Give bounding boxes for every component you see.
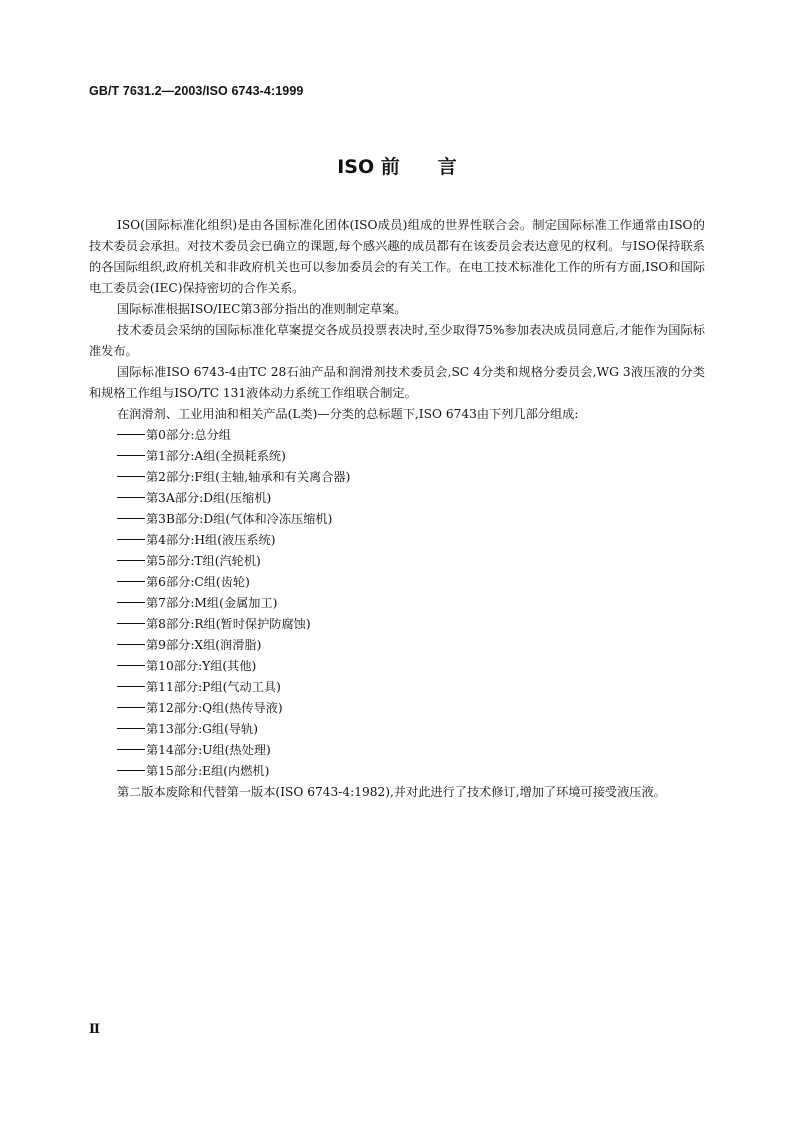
em-dash bbox=[117, 434, 145, 436]
list-item: 第4部分:H组(液压系统) bbox=[89, 530, 705, 551]
paragraph-parts-intro: 在润滑剂、工业用油和相关产品(L类)—分类的总标题下,ISO 6743由下列几部分组成: bbox=[117, 407, 579, 421]
paragraph-voting: 技术委员会采纳的国际标准化草案提交各成员投票表决时,至少取得75%参加表决成员同意后,才能作为国际标准发布。 bbox=[89, 323, 705, 358]
list-item: 第1部分:A组(全损耗系统) bbox=[89, 446, 705, 467]
em-dash bbox=[117, 665, 145, 667]
list-item: 第14部分:U组(热处理) bbox=[89, 740, 705, 761]
list-item: 第13部分:G组(导轨) bbox=[89, 719, 705, 740]
foreword-body bbox=[89, 215, 705, 803]
em-dash bbox=[117, 476, 145, 478]
list-item: 第3B部分:D组(气体和冷冻压缩机) bbox=[89, 509, 705, 530]
em-dash bbox=[117, 707, 145, 709]
list-item: 第15部分:E组(内燃机) bbox=[89, 761, 705, 782]
paragraph-committee: 国际标准ISO 6743-4由TC 28石油产品和润滑剂技术委员会,SC 4分类和规格分委员会,WG 3液压液的分类和规格工作组与ISO/TC 131液体动力系统工作组联合制定。 bbox=[89, 365, 705, 400]
em-dash bbox=[117, 728, 145, 730]
em-dash bbox=[117, 497, 145, 499]
paragraph-draft-rules: 国际标准根据ISO/IEC第3部分指出的准则制定草案。 bbox=[117, 302, 407, 316]
em-dash bbox=[117, 770, 145, 772]
standard-id-header: GB/T 7631.2—2003/ISO 6743-4:1999 bbox=[89, 84, 304, 98]
list-item: 第10部分:Y组(其他) bbox=[89, 656, 705, 677]
em-dash bbox=[117, 560, 145, 562]
list-item: 第12部分:Q组(热传导液) bbox=[89, 698, 705, 719]
parts-list bbox=[89, 425, 705, 782]
list-item: 第8部分:R组(暂时保护防腐蚀) bbox=[89, 614, 705, 635]
em-dash bbox=[117, 749, 145, 751]
list-item: 第3A部分:D组(压缩机) bbox=[89, 488, 705, 509]
page-number: Ⅱ bbox=[89, 1022, 100, 1037]
list-item: 第7部分:M组(金属加工) bbox=[89, 593, 705, 614]
em-dash bbox=[117, 455, 145, 457]
list-item: 第9部分:X组(润滑脂) bbox=[89, 635, 705, 656]
list-item: 第2部分:F组(主轴,轴承和有关离合器) bbox=[89, 467, 705, 488]
list-item: 第5部分:T组(汽轮机) bbox=[89, 551, 705, 572]
list-item: 第6部分:C组(齿轮) bbox=[89, 572, 705, 593]
em-dash bbox=[117, 518, 145, 520]
em-dash bbox=[117, 623, 145, 625]
list-item: 第0部分:总分组 bbox=[89, 425, 705, 446]
paragraph-revision: 第二版本废除和代替第一版本(ISO 6743-4:1982),并对此进行了技术修订,增加了环境可接受液压液。 bbox=[117, 785, 666, 799]
page-title: ISO 前 言 bbox=[337, 156, 457, 178]
em-dash bbox=[117, 581, 145, 583]
em-dash bbox=[117, 644, 145, 646]
paragraph-iso-intro: ISO(国际标准化组织)是由各国标准化团体(ISO成员)组成的世界性联合会。制定国际标准工作通常由ISO的技术委员会承担。对技术委员会已确立的课题,每个感兴趣的成员都有在该委员会表达意见的权利。与ISO保持联系的各国际组织,政府机关和非政府机关也可以参加委员会的有关工作。在电工技术标准化工作的所有方面,ISO和国际电工委员会(IEC)保持密切的合作关系。 bbox=[89, 218, 705, 295]
em-dash bbox=[117, 602, 145, 604]
em-dash bbox=[117, 539, 145, 541]
em-dash bbox=[117, 686, 145, 688]
list-item: 第11部分:P组(气动工具) bbox=[89, 677, 705, 698]
